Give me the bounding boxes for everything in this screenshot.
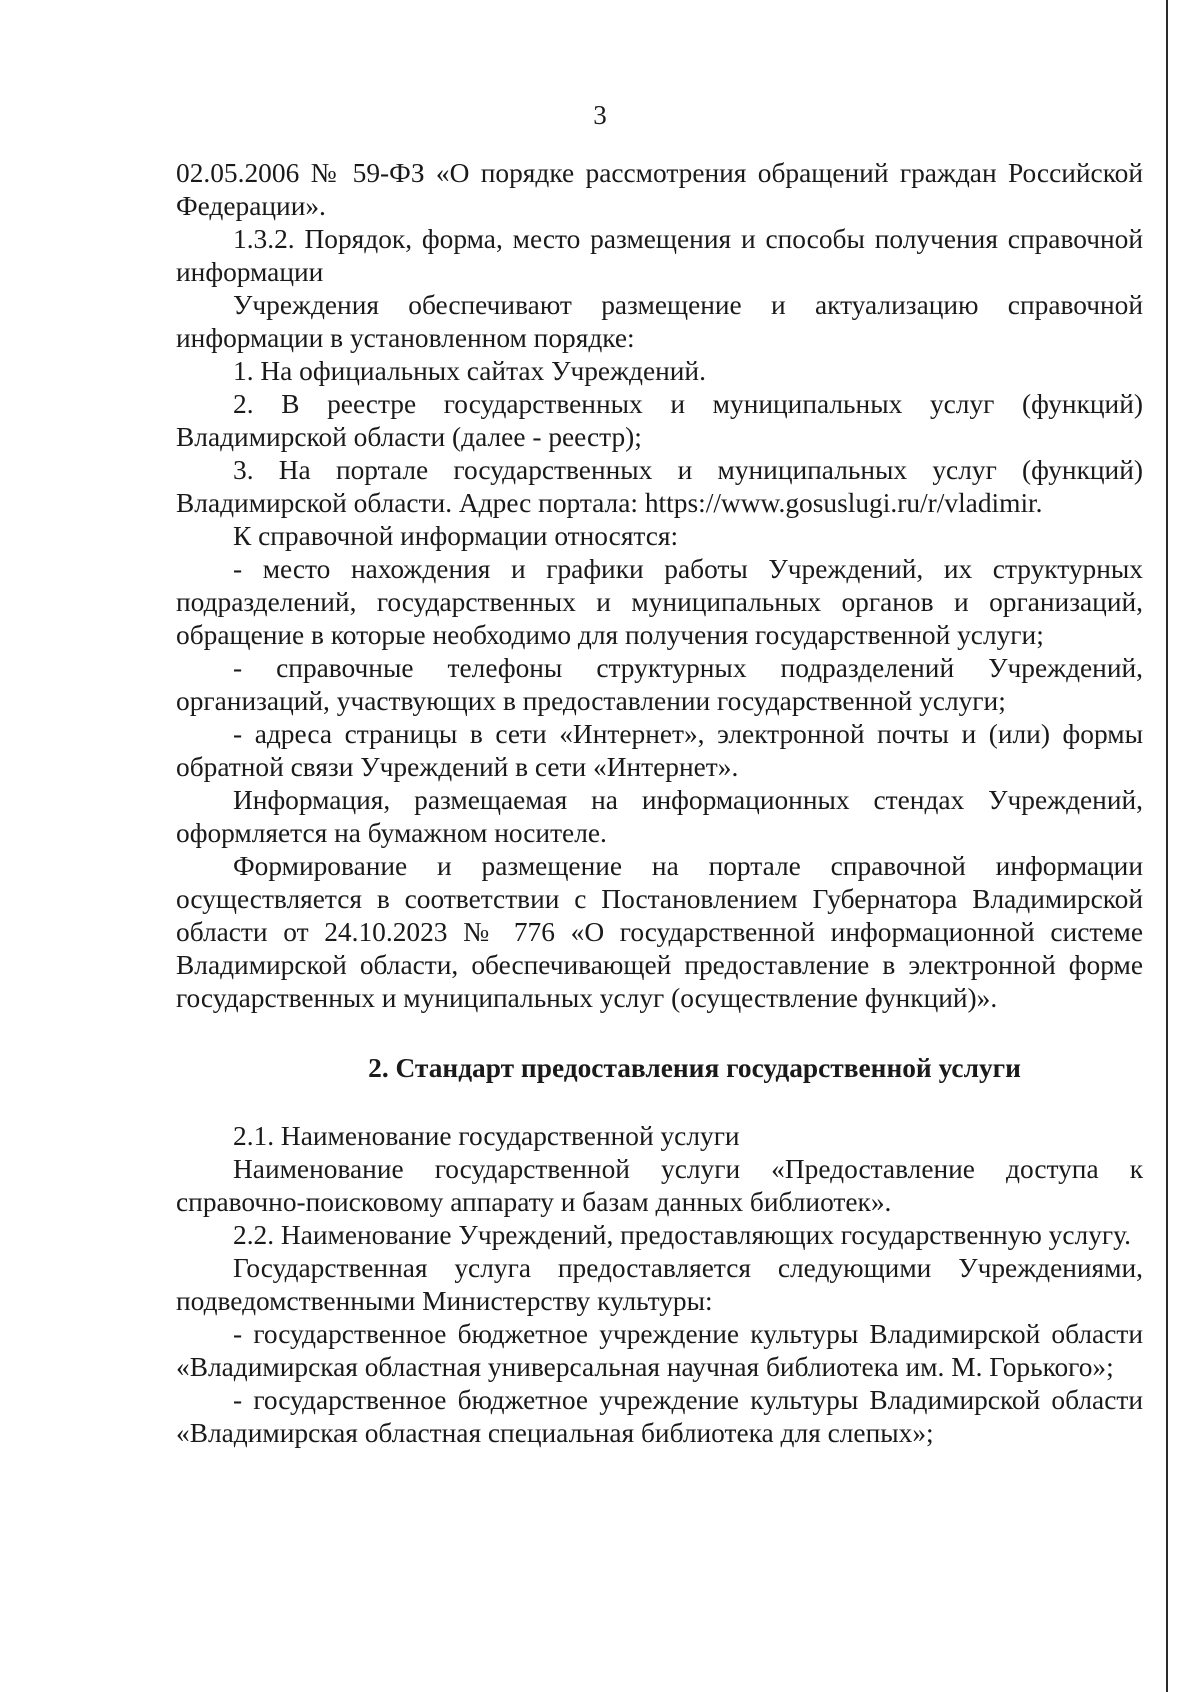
paragraph-bullet-library-blind: - государственное бюджетное учреждение культуры Владимирской области «Владимирская областная специальная библиотека для слепых»;	[176, 1385, 1143, 1448]
paragraph-bullet-phones: - справочные телефоны структурных подразделений Учреждений, организаций, участвующих в предоставлении государственной услуги;	[176, 653, 1143, 716]
paragraph-bullet-addresses: - адреса страницы в сети «Интернет», электронной почты и (или) формы обратной связи Учреждений в сети «Интернет».	[176, 719, 1143, 782]
paragraph-bullet-location: - место нахождения и графики работы Учреждений, их структурных подразделений, государственных и муниципальных органов и организаций, обращение в которые необходимо для получения государственной услуги;	[176, 554, 1143, 650]
paragraph-stands-info: Информация, размещаемая на информационных стендах Учреждений, оформляется на бумажном носителе.	[176, 785, 1143, 848]
paragraph-item-2: 2. В реестре государственных и муниципальных услуг (функций) Владимирской области (далее - реестр);	[176, 389, 1143, 452]
page-edge-line	[1166, 0, 1168, 1692]
paragraph-item-3: 3. На портале государственных и муниципальных услуг (функций) Владимирской области. Адрес портала: https://www.gosuslugi.ru/r/vladimir.	[176, 455, 1143, 518]
paragraph-reference-info-intro: К справочной информации относятся:	[233, 521, 679, 551]
paragraph-placement-intro: Учреждения обеспечивают размещение и актуализацию справочной информации в установленном порядке:	[176, 290, 1143, 353]
section-heading: 2. Стандарт предоставления государственной услуги	[368, 1053, 1021, 1083]
paragraph-section-1-3-2: 1.3.2. Порядок, форма, место размещения и способы получения справочной информации	[176, 224, 1143, 287]
paragraph-bullet-library-gorky: - государственное бюджетное учреждение культуры Владимирской области «Владимирская областная универсальная научная библиотека им. М. Горького»;	[176, 1319, 1143, 1382]
paragraph-item-1: 1. На официальных сайтах Учреждений.	[233, 356, 706, 386]
page-number: 3	[593, 100, 607, 130]
paragraph-2-1: 2.1. Наименование государственной услуги	[233, 1121, 740, 1151]
paragraph-service-name: Наименование государственной услуги «Предоставление доступа к справочно-поисковому аппарату и базам данных библиотек».	[176, 1154, 1143, 1217]
paragraph-law-reference: 02.05.2006 № 59-ФЗ «О порядке рассмотрения обращений граждан Российской Федерации».	[176, 158, 1143, 221]
paragraph-institutions-intro: Государственная услуга предоставляется следующими Учреждениями, подведомственными Министерству культуры:	[176, 1253, 1143, 1316]
paragraph-2-2: 2.2. Наименование Учреждений, предоставляющих государственную услугу.	[233, 1220, 1131, 1250]
document-body	[176, 157, 1143, 1450]
paragraph-portal-formation: Формирование и размещение на портале справочной информации осуществляется в соответствии с Постановлением Губернатора Владимирской области от 24.10.2023 № 776 «О государственной информационной системе Владимирской области, обеспечивающей предоставление в электронной форме государственных и муниципальных услуг (осуществление функций)».	[176, 851, 1143, 1013]
